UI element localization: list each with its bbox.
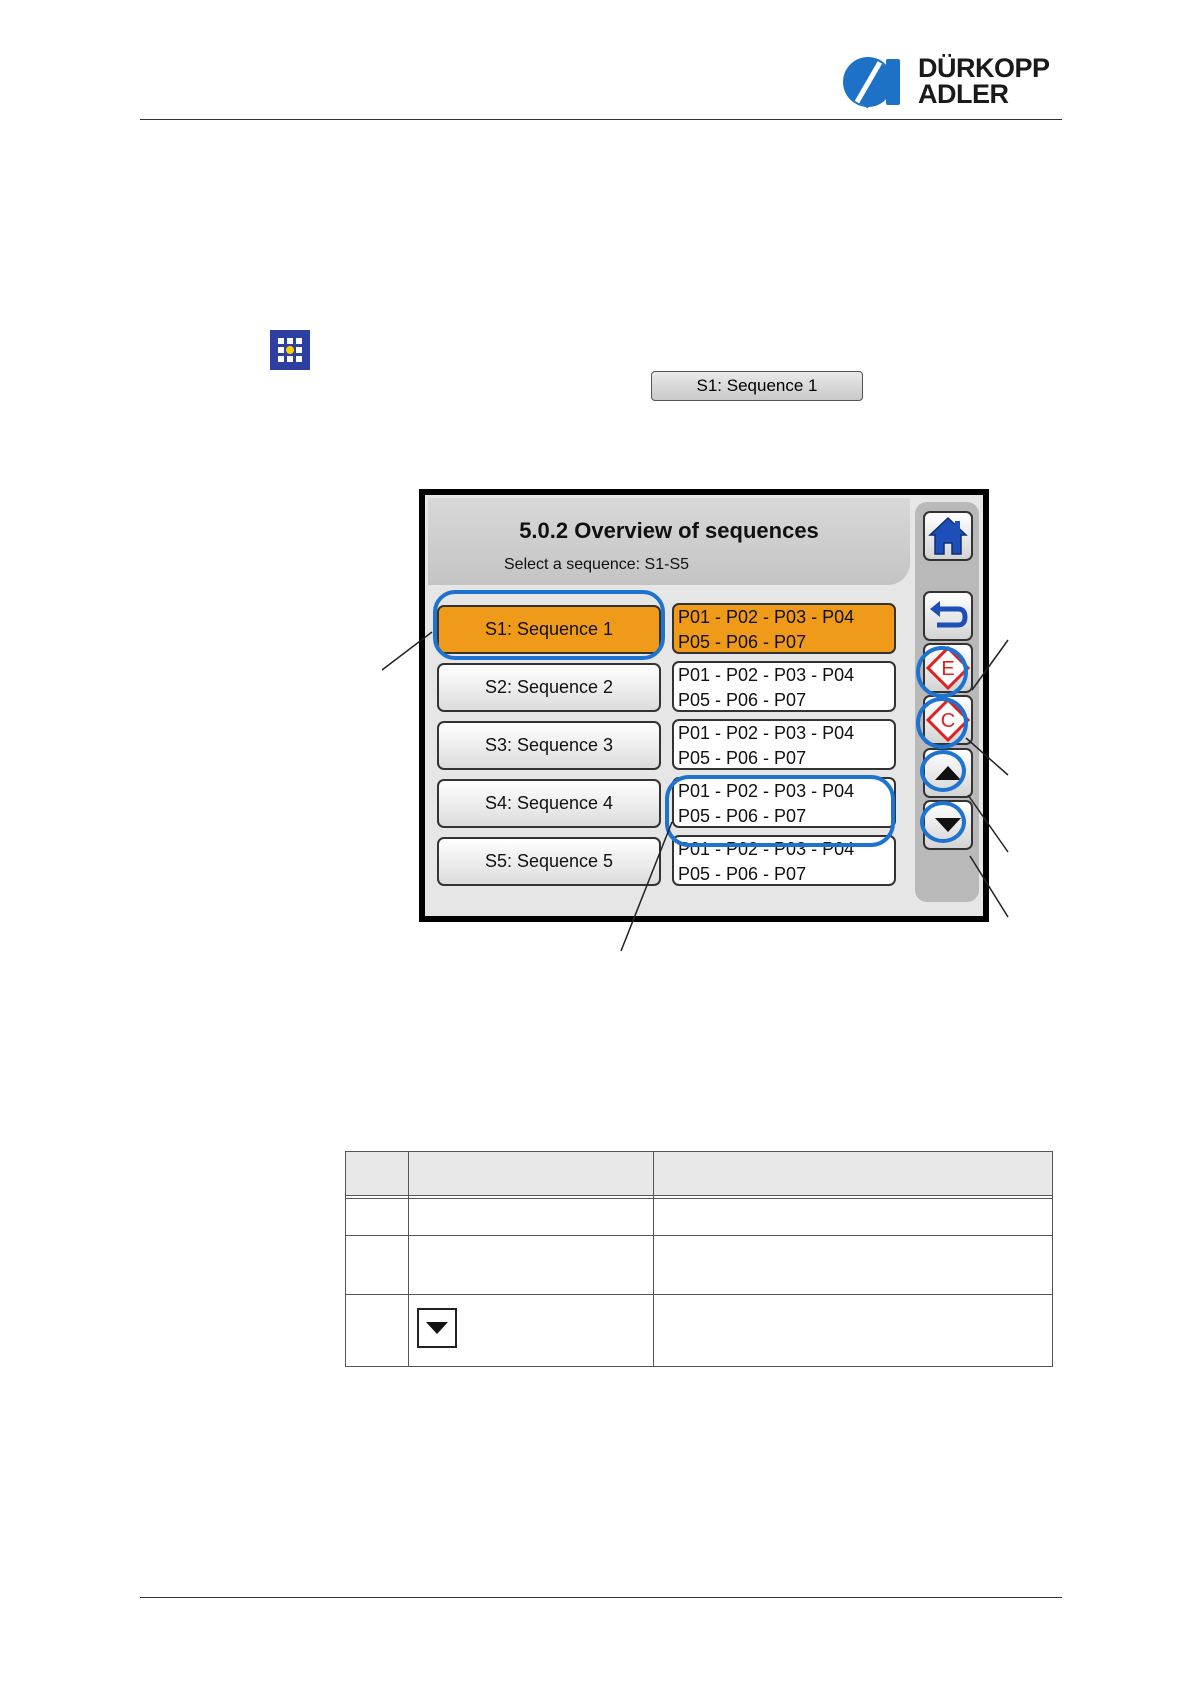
screen-subtitle: Select a sequence: S1-S5	[504, 556, 690, 573]
back-button[interactable]	[923, 591, 973, 641]
program-list-3[interactable]: P01 - P02 - P03 - P04 P05 - P06 - P07	[672, 719, 896, 770]
table-header-cell	[346, 1152, 409, 1196]
highlight-ring-up	[920, 750, 966, 792]
sequence-button-4[interactable]: S4: Sequence 4	[437, 779, 661, 828]
brand-name: DÜRKOPP ADLER	[918, 53, 1050, 109]
highlight-ring-edit	[916, 646, 968, 698]
footer-rule	[140, 1597, 1062, 1598]
svg-text:C: C	[940, 710, 956, 732]
back-icon	[925, 593, 971, 639]
sequence-button-example[interactable]: S1: Sequence 1	[651, 371, 863, 401]
home-button[interactable]	[923, 511, 973, 561]
table-row	[346, 1295, 1053, 1367]
svg-text:E: E	[941, 658, 955, 680]
highlight-ring-sequence	[433, 590, 665, 660]
table-header-row	[346, 1152, 1053, 1196]
control-panel-screen	[419, 489, 989, 922]
legend-table	[345, 1151, 1053, 1367]
table-header-cell	[409, 1152, 654, 1196]
table-row	[346, 1236, 1053, 1295]
arrow-down-icon	[417, 1308, 457, 1348]
menu-icon	[270, 330, 310, 370]
program-list-1[interactable]: P01 - P02 - P03 - P04 P05 - P06 - P07	[672, 603, 896, 654]
header-rule	[140, 119, 1062, 120]
table-header-cell	[654, 1152, 1053, 1196]
highlight-ring-copy	[916, 697, 968, 749]
sequence-button-2[interactable]: S2: Sequence 2	[437, 663, 661, 712]
screen-title: 5.0.2 Overview of sequences	[519, 518, 819, 543]
home-icon	[925, 513, 971, 559]
sequence-button-1[interactable]: S1: Sequence 1	[437, 605, 661, 654]
program-list-5[interactable]: P01 - P02 - P03 - P04 P05 - P06 - P07	[672, 835, 896, 886]
highlight-ring-programs	[665, 775, 895, 847]
sequence-button-3[interactable]: S3: Sequence 3	[437, 721, 661, 770]
title-panel	[428, 498, 910, 585]
program-list-2[interactable]: P01 - P02 - P03 - P04 P05 - P06 - P07	[672, 661, 896, 712]
program-list-4[interactable]: P01 - P02 - P03 - P04 P05 - P06 - P07	[672, 777, 896, 828]
sequence-button-5[interactable]: S5: Sequence 5	[437, 837, 661, 886]
table-row	[346, 1199, 1053, 1236]
highlight-ring-down	[920, 801, 966, 843]
